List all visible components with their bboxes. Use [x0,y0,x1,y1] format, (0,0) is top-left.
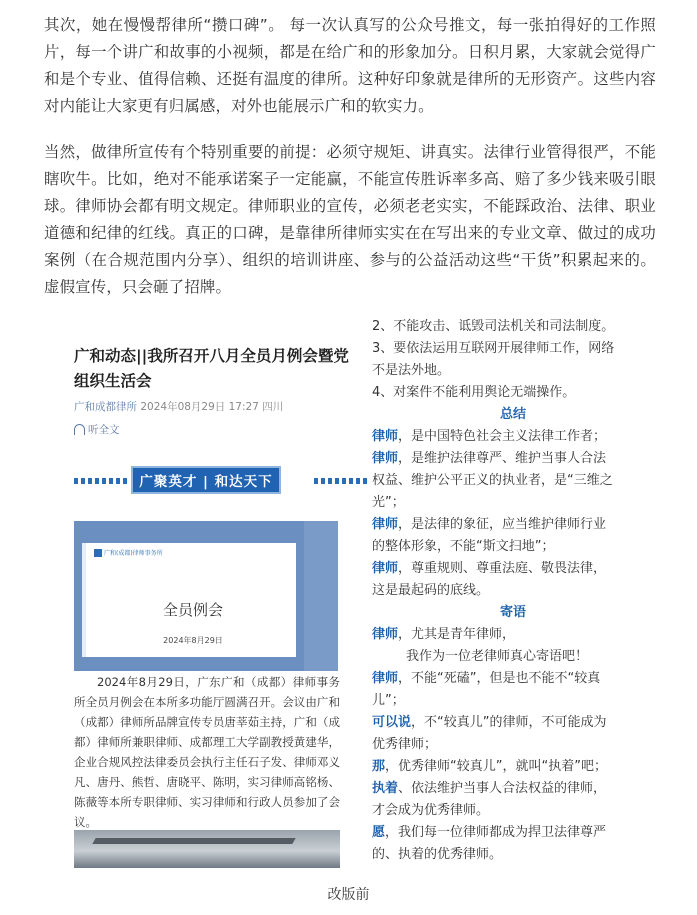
post-body: 2024年8月29日，广东广和（成都）律师事务所全员月例会在本所多功能厅圆满召开。会议由广和（成都）律师所品牌宣传专员唐莘茹主持，广和（成都）律师所兼职律师、成都理工大学副教授黄建华，企业合规风控法律委员会执行主任石子发、律师邓义凡、唐丹、熊哲、唐晓平、陈明，实习律师高铭杨、陈薇等本所专职律师、实习律师和行政人员参加了会议。 [74,675,340,829]
message-item: 愿，我们每一位律师都成为捍卫法律尊严 [372,825,607,840]
listen-label: 听全文 [88,424,120,436]
banner-arrows-left [74,478,130,484]
summary-item: 律师，是维护法律尊严、维护当事人合法 [372,451,607,466]
message-item-cont: 的、执着的优秀律师。 [372,847,503,862]
summary-item: 律师，是中国特色社会主义法律工作者； [372,429,607,444]
headphones-icon [74,424,85,435]
message-item-cont: 我作为一位老律师真心寄语吧！ [406,649,589,664]
logo-mark-icon [94,549,102,557]
article-paragraph: 当然，做律所宣传有个特别重要的前提：必须守规矩、讲真实。法律行业管得很严，不能瞎吹牛。比如，绝对不能承诺案子一定能赢，不能宣传胜诉率多高、赔了多少钱来吸引眼球。律师协会都有明文规定。律师职业的宣传，必须老老实实，不能踩政治、法律、职业道德和纪律的红线。真正的口碑，是靠律所律师实实在在写出来的专业文章、做过的成功案例（在合规范围内分享）、组织的培训讲座、参与的公益活动这些“干货”积累起来的。虚假宣传，只会砸了招牌。 [44,143,656,296]
post-location: 四川 [262,401,284,413]
before-redesign-screenshot [44,320,656,868]
embedded-post [58,320,386,868]
image-caption: 改版前 [327,887,370,903]
photo-wall [304,521,338,671]
embedded-post-continued [366,316,656,868]
listen-button[interactable] [74,422,120,437]
message-item-cont: 儿”； [372,693,405,708]
summary-item: 律师，尊重规则、尊重法庭、敬畏法律， [372,561,607,576]
message-item-cont: 才会成为优秀律师。 [372,803,490,818]
rule-item: 3、要依法运用互联网开展律师工作，网络 [372,341,615,356]
post-date: 2024年08月29日 17:27 [140,401,259,413]
message-item: 律师，不能“死磕”，但是也不能不“较真 [372,671,601,686]
summary-item-cont: 这是最起码的底线。 [372,583,490,598]
rule-item: 不是法外地。 [372,363,451,378]
banner [74,466,370,496]
rule-item: 2、不能攻击、诋毁司法机关和司法制度。 [372,319,615,334]
post-author[interactable]: 广和成都律所 [74,401,137,413]
post-meta [74,399,283,414]
projected-slide [82,543,296,657]
rule-item: 4、对案件不能利用舆论无端操作。 [372,385,576,400]
message-item: 律师，尤其是青年律师， [372,627,516,642]
banner-arrows-right [314,478,370,484]
post-title: 广和动态||我所召开八月全员月例会暨党组织生活会 [74,347,349,390]
firm-logo: 广和(成都)律师事务所 [94,548,163,557]
message-heading: 寄语 [499,605,526,620]
summary-item: 律师，是法律的象征，应当维护律师行业 [372,517,607,532]
summary-item-cont: 的整体形象，不能“斯文扫地”； [372,539,555,554]
meeting-photo [74,521,338,671]
message-item: 那，优秀律师“较真儿”，就叫“执着”吧； [372,759,607,774]
summary-item-cont: 权益、维护公平正义的执业者，是“三维之 [372,473,613,488]
message-item: 执着、依法维护当事人合法权益的律师， [372,781,607,796]
message-item: 可以说，不“较真儿”的律师，不可能成为 [372,715,607,730]
slide-title: 全员例会 [162,601,223,619]
article-paragraph: 其次，她在慢慢帮律所“攒口碑”。 每一次认真写的公众号推文，每一张拍得好的工作照片，每一个讲广和故事的小视频，都是在给广和的形象加分。日积月累，大家就会觉得广和是个专业、值得信赖、还挺有温度的律所。这种好印象就是律所的无形资产。这些内容对内能让大家更有归属感，对外也能展示广和的软实力。 [44,16,656,115]
summary-item-cont: 光”； [372,495,405,510]
message-item-cont: 优秀律师； [372,737,438,752]
summary-heading: 总结 [499,407,526,422]
banner-label: 广聚英才 | 和达天下 [131,466,281,494]
meeting-room-photo [74,830,340,868]
slide-date: 2024年8月29日 [163,636,223,645]
